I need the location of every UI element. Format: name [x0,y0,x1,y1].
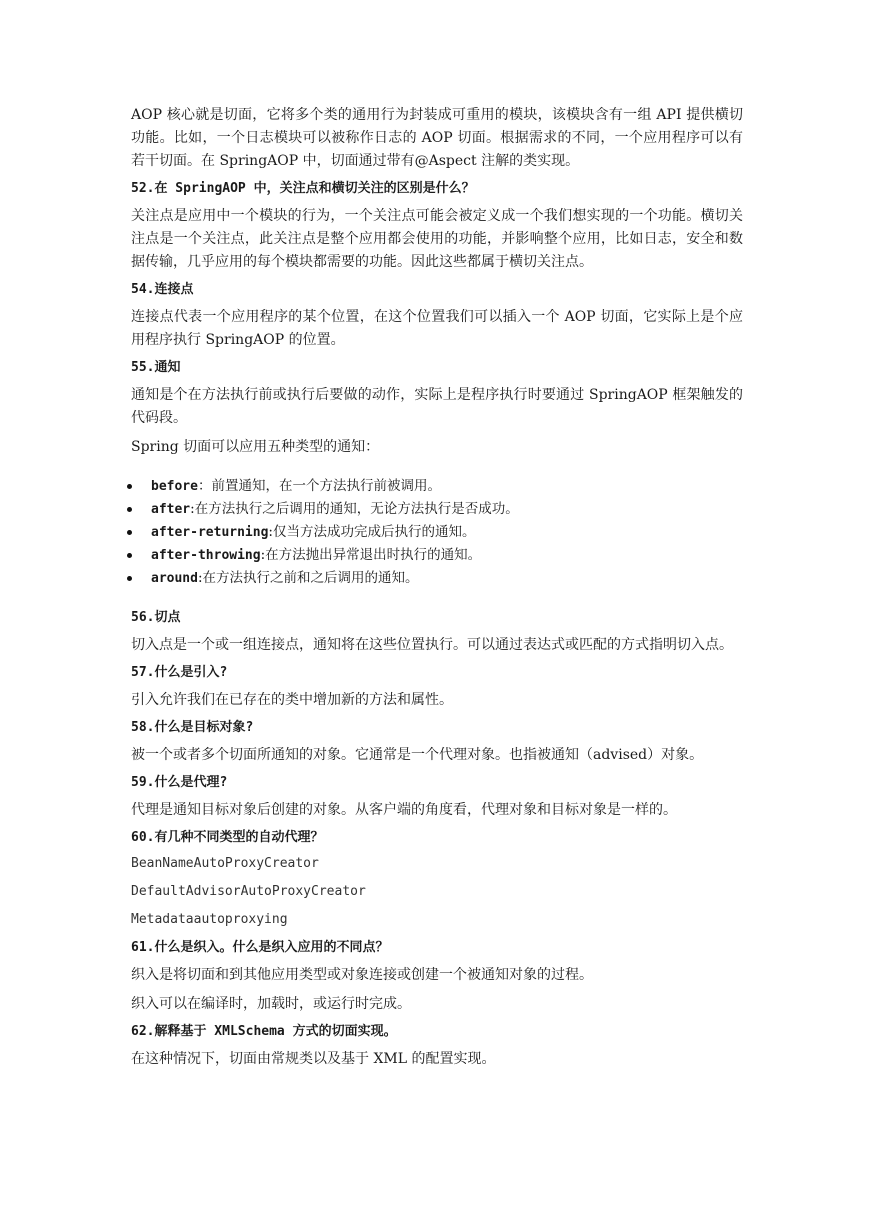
bullet-icon [127,507,132,512]
advice-separator: : [260,547,266,563]
advice-term: after-returning [151,525,269,540]
advice-term: around [151,571,198,586]
list-item [131,498,743,521]
advice-separator: ： [197,478,212,494]
bullet-icon [127,576,132,581]
advice-term: before [151,479,198,494]
advice-separator: : [197,570,203,586]
question-54-answer: 连接点代表一个应用程序的某个位置，在这个位置我们可以插入一个 AOP 切面，它实际上是个应用程序执行 SpringAOP 的位置。 [131,309,743,348]
question-59-answer: 代理是通知目标对象后创建的对象。从客户端的角度看，代理对象和目标对象是一样的。 [131,802,677,818]
question-58-answer: 被一个或者多个切面所通知的对象。它通常是一个代理对象。也指被通知（advised）对象。 [131,747,704,763]
document-page [131,104,743,1071]
bullet-icon [127,484,132,489]
question-61-answer: 织入是将切面和到其他应用类型或对象连接或创建一个被通知对象的过程。 [131,967,593,983]
advice-description: 在方法执行之后调用的通知，无论方法执行是否成功。 [194,501,519,517]
advice-description: 仅当方法成功完成后执行的通知。 [272,524,476,540]
advice-types-list [131,475,743,590]
question-59-heading: 59.什么是代理? [131,775,228,790]
question-54-heading: 54.连接点 [131,282,194,297]
question-60-heading: 60.有几种不同类型的自动代理？ [131,830,324,845]
advice-description: 在方法抛出异常退出时执行的通知。 [265,547,482,563]
autoproxy-type-line: Metadataautoproxying [131,912,288,927]
advice-separator: : [190,501,195,517]
list-item [131,567,743,590]
question-56-answer: 切入点是一个或一组连接点，通知将在这些位置执行。可以通过表达式或匹配的方式指明切入点。 [131,637,733,653]
question-58-heading: 58.什么是目标对象? [131,720,254,735]
question-61-answer-extra: 织入可以在编译时，加载时，或运行时完成。 [131,996,411,1012]
advice-description: 前置通知，在一个方法执行前被调用。 [211,478,441,494]
advice-term: after-throwing [151,548,261,563]
question-52-heading: 52.在 SpringAOP 中，关注点和横切关注的区别是什么？ [131,181,475,196]
advice-term: after [151,502,191,517]
advice-description: 在方法执行之前和之后调用的通知。 [202,570,419,586]
question-55-heading: 55.通知 [131,360,181,375]
question-62-answer: 在这种情况下，切面由常规类以及基于 XML 的配置实现。 [131,1051,496,1067]
question-52-answer: 关注点是应用中一个模块的行为，一个关注点可能会被定义成一个我们想实现的一个功能。横切关注点是一个关注点，此关注点是整个应用都会使用的功能，并影响整个应用，比如日志，安全和数据传输，几乎应用的每个模块都需要的功能。因此这些都属于横切关注点。 [131,208,743,270]
question-55-answer: 通知是个在方法执行前或执行后要做的动作，实际上是程序执行时要通过 SpringAOP 框架触发的代码段。 [131,387,743,426]
advice-separator: : [268,524,273,540]
question-57-heading: 57.什么是引入? [131,665,228,680]
bullet-icon [127,530,132,535]
question-62-heading: 62.解释基于 XMLSchema 方式的切面实现。 [131,1024,397,1039]
question-61-heading: 61.什么是织入。什么是织入应用的不同点？ [131,940,389,955]
autoproxy-type-line: DefaultAdvisorAutoProxyCreator [131,884,366,899]
list-item [131,521,743,544]
intro-paragraph: AOP 核心就是切面，它将多个类的通用行为封装成可重用的模块，该模块含有一组 API 提供横切功能。比如，一个日志模块可以被称作日志的 AOP 切面。根据需求的不同，一个应用程序可以有若干切面。在 SpringAOP 中，切面通过带有@Aspect 注解的类实现。 [131,107,743,169]
list-item [131,475,743,498]
bullet-icon [127,553,132,558]
question-56-heading: 56.切点 [131,610,181,625]
question-55-advice-types-intro: Spring 切面可以应用五种类型的通知： [131,439,380,455]
question-57-answer: 引入允许我们在已存在的类中增加新的方法和属性。 [131,692,453,708]
autoproxy-type-line: BeanNameAutoProxyCreator [131,856,319,871]
list-item [131,544,743,567]
